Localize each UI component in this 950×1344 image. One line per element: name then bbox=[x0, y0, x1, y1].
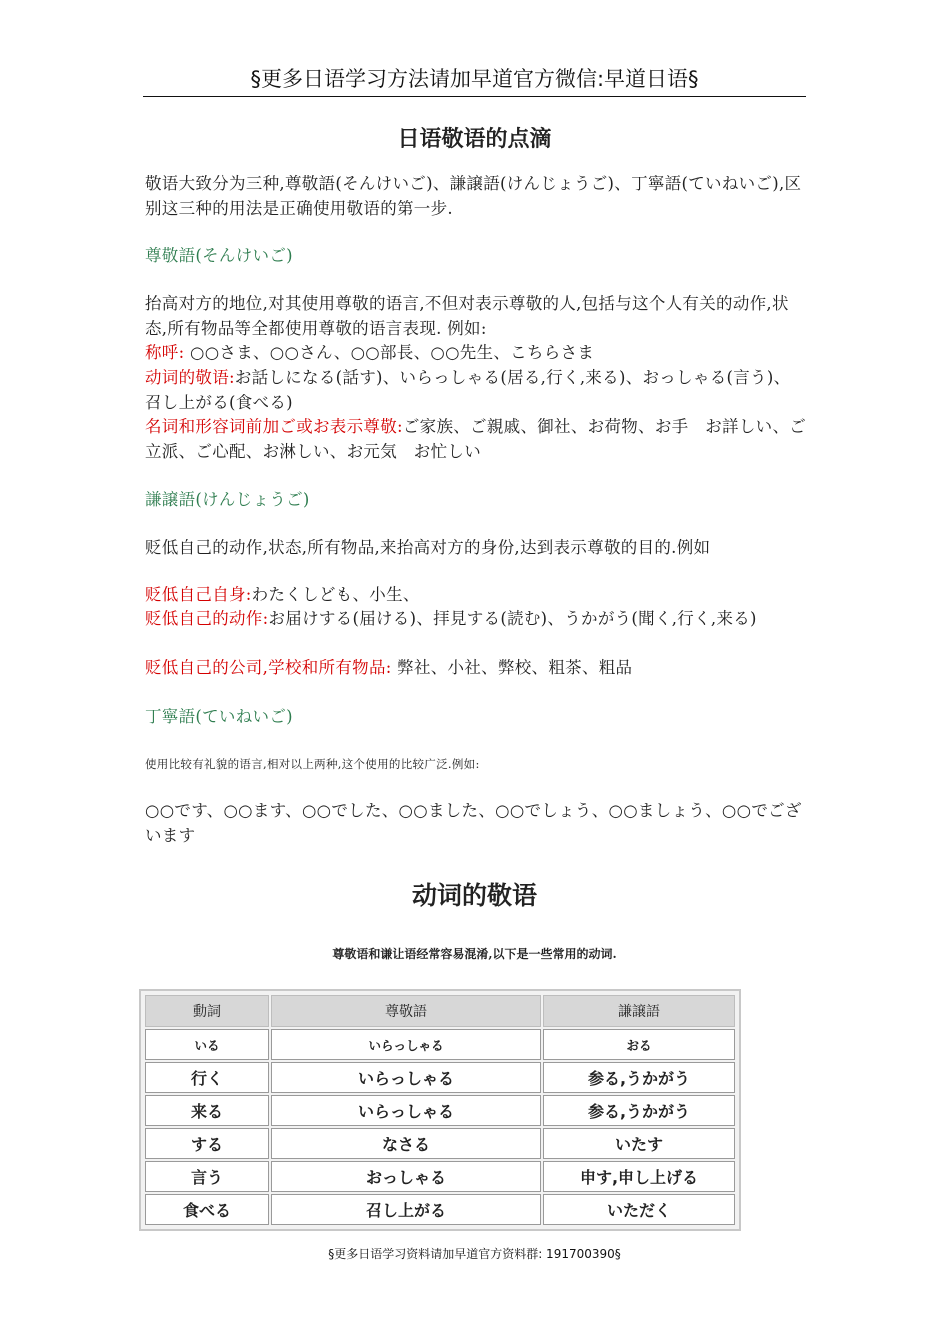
table-cell: 言う bbox=[145, 1161, 269, 1192]
item-text: ○○さま、○○さん、○○部長、○○先生、こちらさま bbox=[184, 343, 595, 362]
item-label: 名词和形容词前加ご或お表示尊敬: bbox=[145, 417, 403, 436]
sonkeigo-heading: 尊敬語(そんけいご) bbox=[145, 246, 293, 265]
teineigo-heading: 丁寧語(ていねいご) bbox=[145, 707, 293, 726]
table-caption: 尊敬语和谦让语经常容易混淆,以下是一些常用的动词. bbox=[332, 947, 617, 961]
page-header: §更多日语学习方法请加早道官方微信:早道日语§ bbox=[250, 67, 699, 91]
page-footer: §更多日语学习资料请加早道官方资料群: 191700390§ bbox=[328, 1247, 621, 1261]
table-cell: 参る,うかがう bbox=[543, 1062, 735, 1093]
table-cell: 参る,うかがう bbox=[543, 1095, 735, 1126]
section-title: 动词的敬语 bbox=[411, 881, 537, 910]
sonkeigo-description: 抬高对方的地位,对其使用尊敬的语言,不但对表示尊敬的人,包括与这个人有关的动作,状态,所有物品等全都使用尊敬的语言表现. 例如: bbox=[145, 294, 789, 338]
item-text: お話しになる(話す)、いらっしゃる(居る,行く,来る)、おっしゃる(言う)、召し上がる(食べる) bbox=[145, 368, 791, 412]
column-header: 尊敬語 bbox=[271, 995, 541, 1027]
table-cell: なさる bbox=[271, 1128, 541, 1159]
table-row bbox=[145, 1095, 735, 1126]
table-header-row bbox=[145, 995, 735, 1027]
table-cell: いる bbox=[145, 1029, 269, 1060]
table-row bbox=[145, 1161, 735, 1192]
sonkeigo-item-prefix bbox=[145, 415, 807, 464]
table-cell: 召し上がる bbox=[271, 1194, 541, 1225]
kenjougo-heading: 謙譲語(けんじょうご) bbox=[145, 490, 310, 509]
item-text: ご家族、ご親戚、御社、お荷物、お手 お詳しい、ご立派、ご心配、お淋しい、お元気 お忙しい bbox=[145, 417, 807, 461]
header-divider bbox=[143, 96, 806, 97]
table-cell: いたす bbox=[543, 1128, 735, 1159]
item-text: わたくしども、小生、 bbox=[251, 585, 420, 604]
table-cell: おっしゃる bbox=[271, 1161, 541, 1192]
kenjougo-item-actions bbox=[145, 607, 807, 632]
sonkeigo-item-address bbox=[145, 341, 807, 366]
column-header: 謙譲語 bbox=[543, 995, 735, 1027]
table-cell: いただく bbox=[543, 1194, 735, 1225]
table-cell: いらっしゃる bbox=[271, 1095, 541, 1126]
table-cell: いらっしゃる bbox=[271, 1029, 541, 1060]
teineigo-description: 使用比较有礼貌的语言,相对以上两种,这个使用的比较广泛.例如: bbox=[145, 757, 480, 771]
table-cell: いらっしゃる bbox=[271, 1062, 541, 1093]
item-label: 贬低自己的动作: bbox=[145, 609, 269, 628]
column-header: 動詞 bbox=[145, 995, 269, 1027]
kenjougo-description: 贬低自己的动作,状态,所有物品,来抬高对方的身份,达到表示尊敬的目的.例如 bbox=[145, 538, 711, 557]
table-row bbox=[145, 1194, 735, 1225]
kenjougo-item-company bbox=[145, 656, 807, 681]
verb-honorific-table bbox=[139, 989, 741, 1231]
table-cell: 食べる bbox=[145, 1194, 269, 1225]
table-row bbox=[145, 1029, 735, 1060]
item-label: 贬低自己的公司,学校和所有物品: bbox=[145, 658, 392, 677]
table-cell: 申す,申し上げる bbox=[543, 1161, 735, 1192]
teineigo-examples: ○○です、○○ます、○○でした、○○ました、○○でしょう、○○ましょう、○○でございます bbox=[145, 801, 802, 845]
table-cell: 来る bbox=[145, 1095, 269, 1126]
kenjougo-item-self bbox=[145, 583, 807, 608]
document-title: 日语敬语的点滴 bbox=[397, 127, 552, 152]
item-text: お届けする(届ける)、拝見する(読む)、うかがう(聞く,行く,来る) bbox=[268, 609, 757, 628]
table-row bbox=[145, 1128, 735, 1159]
table-row bbox=[145, 1062, 735, 1093]
table-cell: する bbox=[145, 1128, 269, 1159]
intro-paragraph: 敬语大致分为三种,尊敬語(そんけいご)、謙譲語(けんじょうご)、丁寧語(ていねいご),区别这三种的用法是正确使用敬语的第一步. bbox=[145, 174, 802, 218]
item-text: 弊社、小社、弊校、粗茶、粗品 bbox=[391, 658, 633, 677]
item-label: 动词的敬语: bbox=[145, 368, 235, 387]
item-label: 贬低自己自身: bbox=[145, 585, 252, 604]
table-cell: 行く bbox=[145, 1062, 269, 1093]
table-cell: おる bbox=[543, 1029, 735, 1060]
sonkeigo-item-verbs bbox=[145, 366, 807, 415]
item-label: 称呼: bbox=[145, 343, 185, 362]
